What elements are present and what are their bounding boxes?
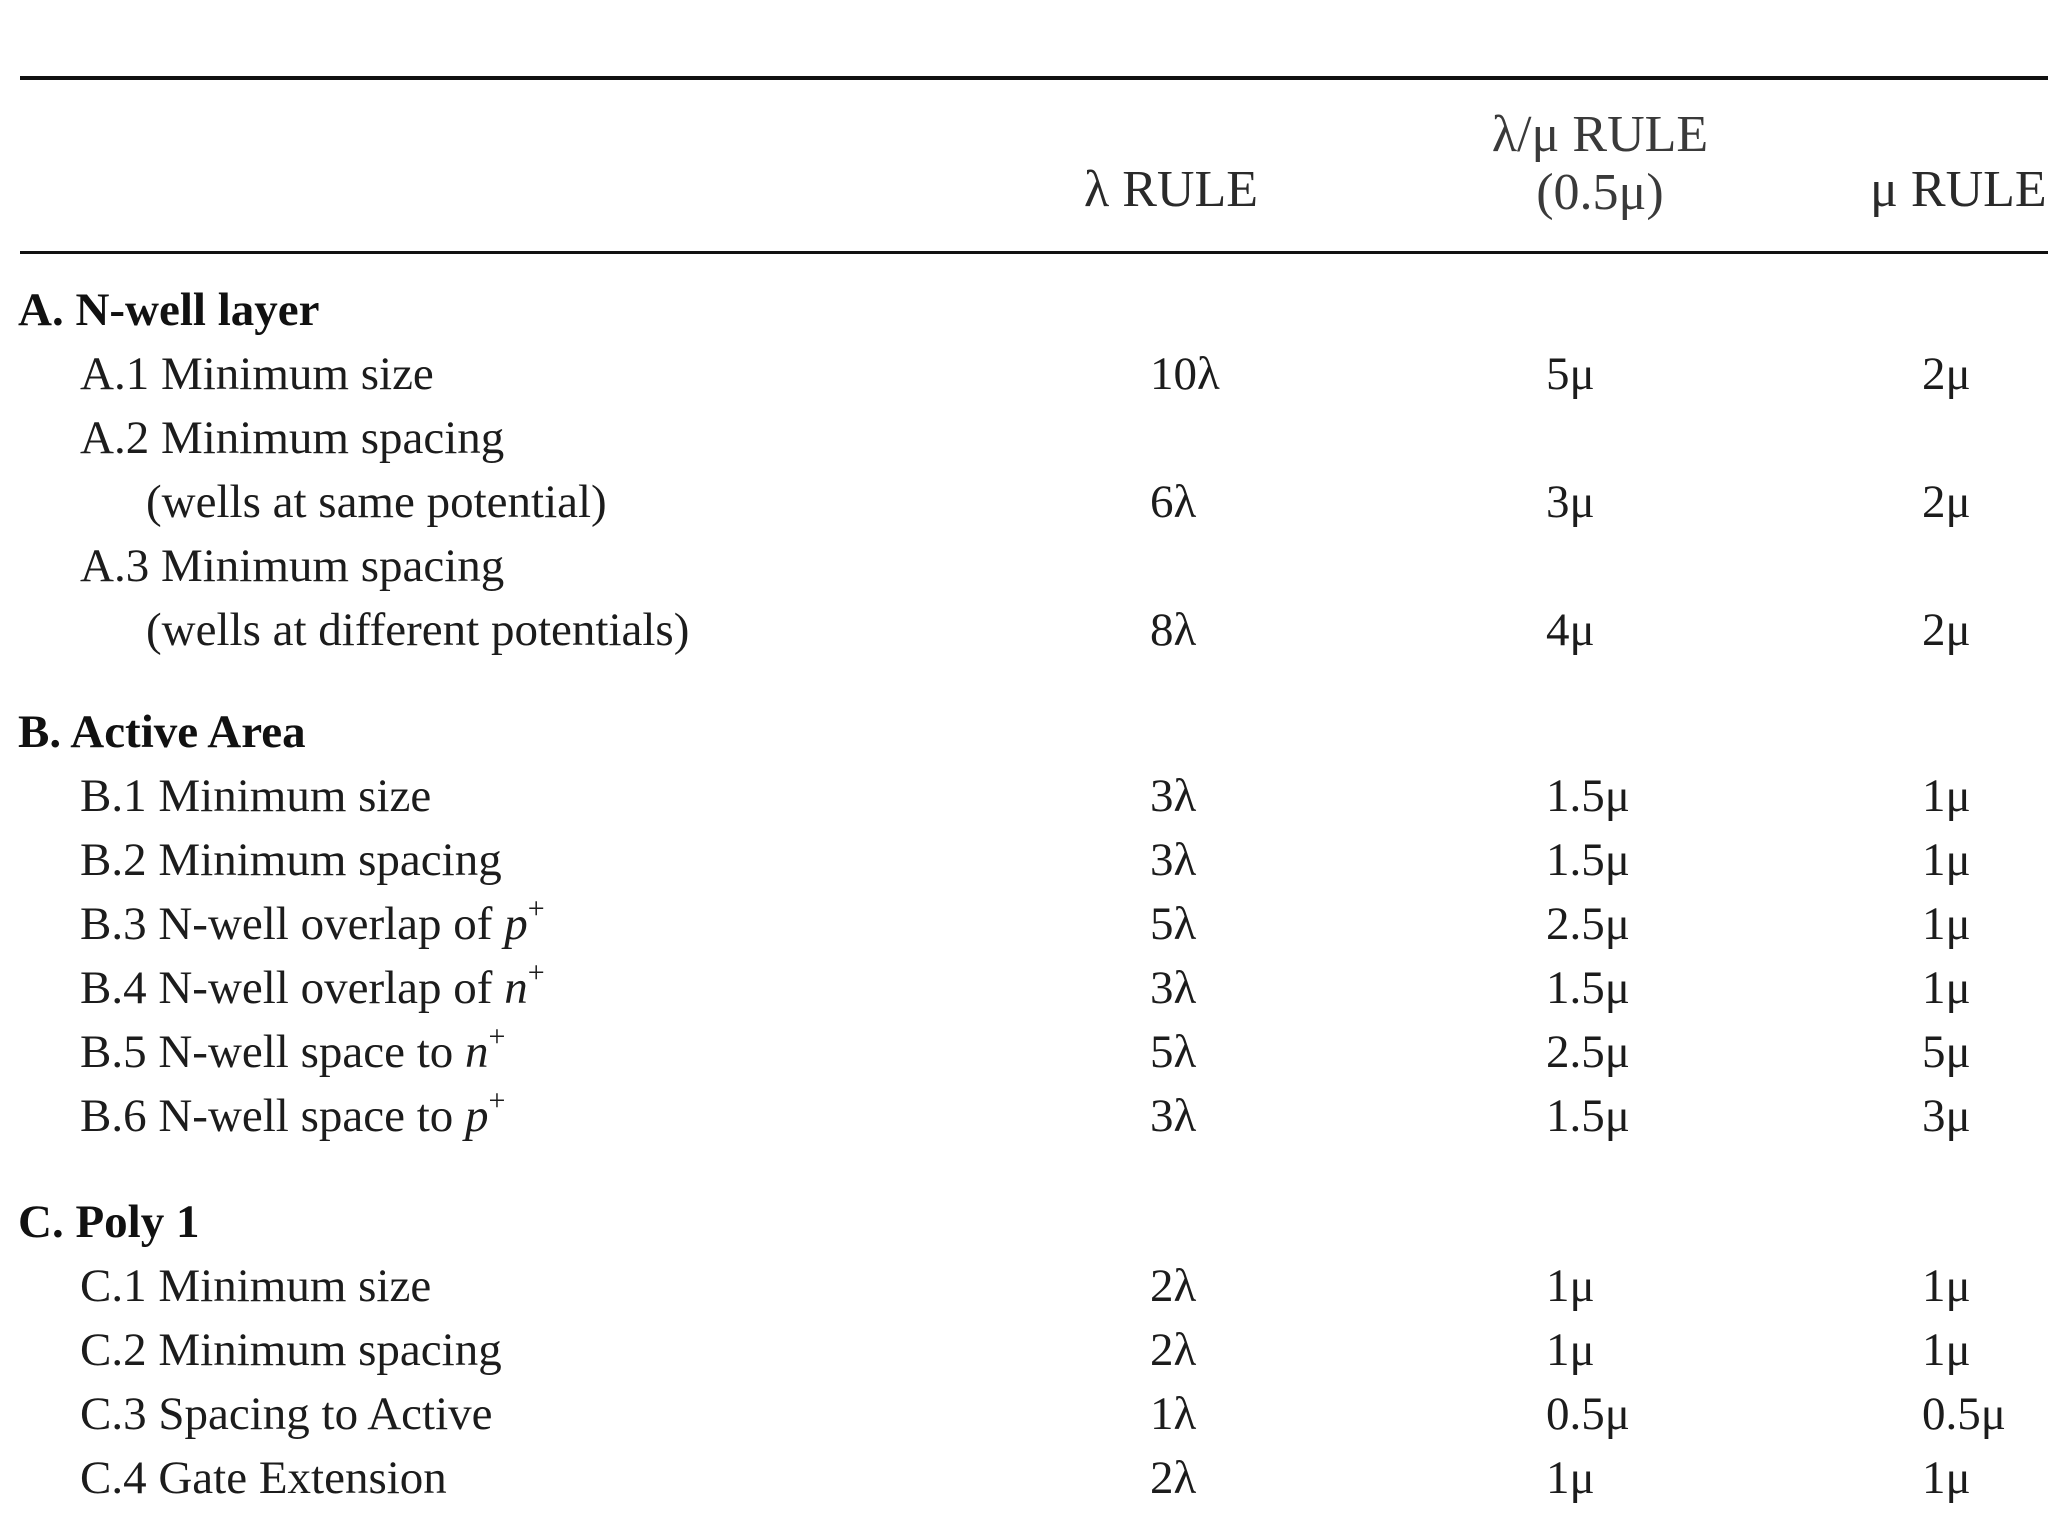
rule-label-continuation: (wells at different potentials) — [146, 604, 690, 656]
lambda-value: 3λ — [1150, 1090, 1197, 1142]
rule-label-text: B.5 N-well space to — [80, 1026, 466, 1078]
section-title-text: C. Poly 1 — [18, 1196, 200, 1248]
mixed-value: 2.5μ — [1546, 1026, 1630, 1078]
rule-label-text: B.6 N-well space to — [80, 1090, 466, 1142]
header-mixed-rule-line2: (0.5μ) — [1536, 164, 1664, 221]
table-row — [0, 1020, 2048, 1084]
rule-label — [80, 1084, 505, 1148]
section-title-text: A. N-well layer — [18, 284, 320, 336]
rule-label: A.3 Minimum spacing — [80, 540, 505, 592]
micron-value: 2μ — [1922, 348, 1971, 400]
mixed-value: 0.5μ — [1546, 1388, 1630, 1440]
rule-label-text: B.3 N-well overlap of — [80, 898, 505, 950]
table-top-rule — [20, 76, 2048, 80]
section-title — [0, 278, 2048, 342]
micron-value: 1μ — [1922, 898, 1971, 950]
mixed-value: 1μ — [1546, 1260, 1595, 1312]
section-title — [0, 700, 2048, 764]
table-row — [0, 764, 2048, 828]
rule-label: C.3 Spacing to Active — [80, 1388, 493, 1440]
mixed-value: 1.5μ — [1546, 834, 1630, 886]
rule-label-continuation: (wells at same potential) — [146, 476, 607, 528]
section-title-text: B. Active Area — [18, 706, 306, 758]
header-micron-rule: μ RULE — [1870, 161, 2047, 218]
micron-value: 0.5μ — [1922, 1388, 2006, 1440]
carrier-symbol: n — [504, 962, 528, 1014]
table-row — [0, 1382, 2048, 1446]
table-row — [0, 828, 2048, 892]
header-mixed-rule — [1400, 106, 1800, 222]
lambda-value: 3λ — [1150, 962, 1197, 1014]
mixed-value: 1.5μ — [1546, 962, 1630, 1014]
table-row-continuation — [0, 598, 2048, 662]
micron-value: 1μ — [1922, 770, 1971, 822]
carrier-superscript: + — [527, 956, 545, 990]
carrier-superscript: + — [488, 1084, 506, 1118]
mixed-value: 1.5μ — [1546, 770, 1630, 822]
rule-label: C.1 Minimum size — [80, 1260, 432, 1312]
micron-value: 1μ — [1922, 1324, 1971, 1376]
lambda-value: 6λ — [1150, 476, 1197, 528]
micron-value: 2μ — [1922, 476, 1971, 528]
mixed-value: 2.5μ — [1546, 898, 1630, 950]
micron-value: 1μ — [1922, 962, 1971, 1014]
table-row — [0, 956, 2048, 1020]
section-title — [0, 1190, 2048, 1254]
header-mixed-rule-line1: λ/μ RULE — [1491, 106, 1709, 163]
lambda-value: 3λ — [1150, 770, 1197, 822]
lambda-value: 2λ — [1150, 1452, 1197, 1504]
micron-value: 1μ — [1922, 1452, 1971, 1504]
table-row — [0, 1318, 2048, 1382]
table-row — [0, 1084, 2048, 1148]
table-row — [0, 534, 2048, 598]
lambda-value: 2λ — [1150, 1324, 1197, 1376]
carrier-symbol: p — [504, 898, 528, 950]
carrier-symbol: p — [465, 1090, 489, 1142]
lambda-value: 5λ — [1150, 898, 1197, 950]
rule-label: B.1 Minimum size — [80, 770, 432, 822]
rule-label: C.4 Gate Extension — [80, 1452, 447, 1504]
mixed-value: 1μ — [1546, 1324, 1595, 1376]
carrier-superscript: + — [488, 1020, 506, 1054]
rule-label — [80, 1020, 505, 1084]
rule-label — [80, 956, 545, 1020]
mixed-value: 4μ — [1546, 604, 1595, 656]
rule-label: B.2 Minimum spacing — [80, 834, 502, 886]
micron-value: 5μ — [1922, 1026, 1971, 1078]
table-row-continuation — [0, 470, 2048, 534]
rule-label: C.2 Minimum spacing — [80, 1324, 502, 1376]
rule-label — [80, 892, 545, 956]
mixed-value: 1μ — [1546, 1452, 1595, 1504]
micron-value: 3μ — [1922, 1090, 1971, 1142]
rule-label-text: B.4 N-well overlap of — [80, 962, 505, 1014]
table-row — [0, 406, 2048, 470]
lambda-value: 1λ — [1150, 1388, 1197, 1440]
micron-value: 2μ — [1922, 604, 1971, 656]
lambda-value: 8λ — [1150, 604, 1197, 656]
rule-label: A.1 Minimum size — [80, 348, 434, 400]
lambda-value: 5λ — [1150, 1026, 1197, 1078]
mixed-value: 5μ — [1546, 348, 1595, 400]
table-row — [0, 1254, 2048, 1318]
mixed-value: 1.5μ — [1546, 1090, 1630, 1142]
rule-label: A.2 Minimum spacing — [80, 412, 505, 464]
carrier-superscript: + — [527, 892, 545, 926]
table-row — [0, 892, 2048, 956]
table-header-rule — [20, 251, 2048, 254]
mixed-value: 3μ — [1546, 476, 1595, 528]
header-lambda-rule: λ RULE — [1084, 161, 1258, 218]
lambda-value: 2λ — [1150, 1260, 1197, 1312]
lambda-value: 3λ — [1150, 834, 1197, 886]
carrier-symbol: n — [465, 1026, 489, 1078]
micron-value: 1μ — [1922, 1260, 1971, 1312]
lambda-value: 10λ — [1150, 348, 1220, 400]
table-row — [0, 1446, 2048, 1510]
table-row — [0, 342, 2048, 406]
micron-value: 1μ — [1922, 834, 1971, 886]
